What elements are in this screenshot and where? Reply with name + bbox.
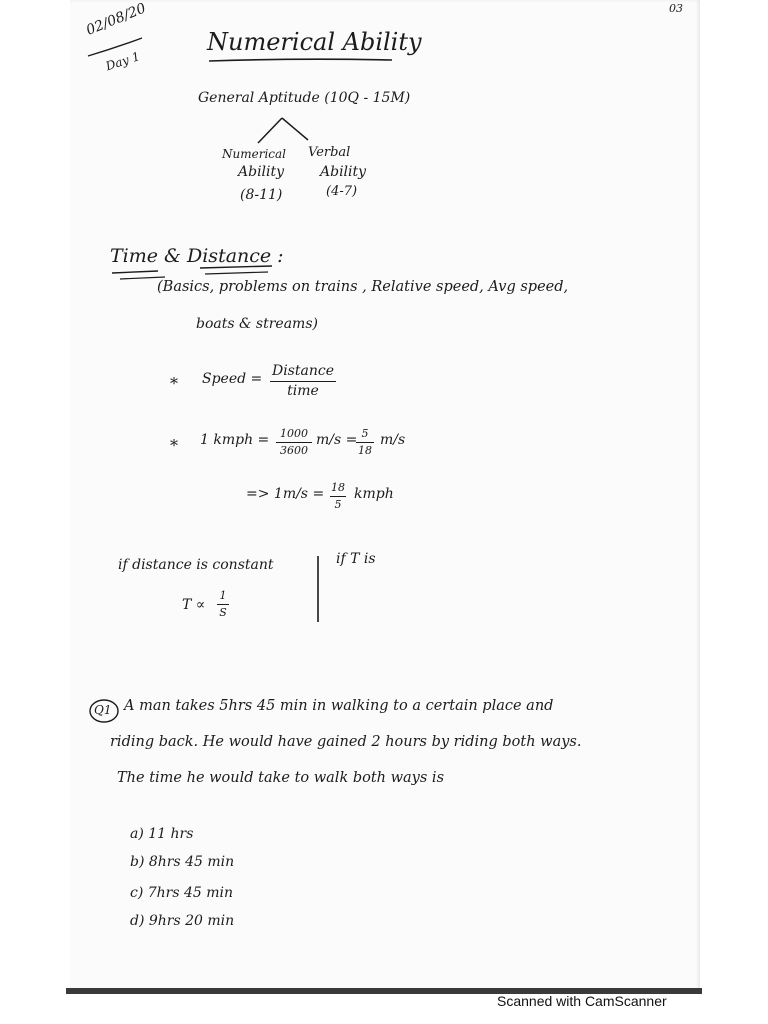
day-label: Day 1 xyxy=(104,49,142,74)
ms-unit: kmph xyxy=(354,486,394,502)
constant-note-left: if distance is constant xyxy=(118,557,274,573)
scanner-watermark: Scanned with CamScanner xyxy=(497,993,667,1009)
branch-left-line2: Ability xyxy=(238,164,285,180)
option-d: d) 9hrs 20 min xyxy=(130,913,235,929)
kmph-numerator: 1000 xyxy=(280,427,308,440)
branch-right-line3: (4-7) xyxy=(326,184,358,199)
option-c: c) 7hrs 45 min xyxy=(130,885,234,901)
question-line3: The time he would take to walk both ways is xyxy=(117,770,445,786)
kmph-mid: m/s = xyxy=(316,432,358,448)
fraction-bar xyxy=(356,442,374,443)
speed-fraction xyxy=(270,364,336,400)
option-a: a) 11 hrs xyxy=(130,826,194,842)
ms-denominator: 5 xyxy=(334,498,342,512)
constant-note-right: if T is xyxy=(336,551,376,567)
question-label: Q1 xyxy=(94,703,112,717)
kmph-denominator: 3600 xyxy=(280,444,308,458)
speed-denominator: time xyxy=(287,383,319,400)
branch-right-line1: Verbal xyxy=(308,145,351,160)
date: 02/08/20 xyxy=(84,0,149,39)
kmph-label: 1 kmph = xyxy=(200,432,270,448)
branch-left-line3: (8-11) xyxy=(240,187,283,203)
speed-numerator: Distance xyxy=(271,363,334,379)
kmph-numerator-2: 5 xyxy=(361,427,369,440)
branch-left-line1: Numerical xyxy=(222,147,286,161)
fraction-bar xyxy=(217,604,229,605)
fraction-bar xyxy=(330,496,346,497)
subtopics-line1: (Basics, problems on trains , Relative speed, Avg speed, xyxy=(157,279,569,295)
page-title: Numerical Ability xyxy=(207,28,422,56)
proportional-relation: T ∝ xyxy=(182,597,206,613)
aptitude-heading: General Aptitude (10Q - 15M) xyxy=(198,90,411,106)
bullet: * xyxy=(170,374,178,393)
ms-numerator: 18 xyxy=(331,481,345,494)
bullet: * xyxy=(170,436,178,455)
question-line1: A man takes 5hrs 45 min in walking to a certain place and xyxy=(124,698,554,714)
kmph-denominator-2: 18 xyxy=(358,444,372,458)
kmph-fraction xyxy=(276,428,312,457)
ms-fraction xyxy=(330,482,346,511)
subtopics-line2: boats & streams) xyxy=(196,316,318,332)
fraction-bar xyxy=(276,442,312,443)
fraction-bar xyxy=(270,381,336,382)
kmph-fraction-2 xyxy=(356,428,374,457)
kmph-unit: m/s xyxy=(380,432,406,448)
page-number: 03 xyxy=(669,2,683,15)
relation-numerator: 1 xyxy=(219,589,227,602)
option-b: b) 8hrs 45 min xyxy=(130,854,235,870)
question-line2: riding back. He would have gained 2 hours by riding both ways. xyxy=(110,734,582,750)
relation-denominator: S xyxy=(219,606,227,620)
branch-right-line2: Ability xyxy=(320,164,367,180)
speed-label: Speed = xyxy=(202,371,263,387)
topic-heading: Time & Distance : xyxy=(110,245,284,267)
ms-label: => 1m/s = xyxy=(246,486,325,502)
relation-fraction xyxy=(217,590,229,619)
